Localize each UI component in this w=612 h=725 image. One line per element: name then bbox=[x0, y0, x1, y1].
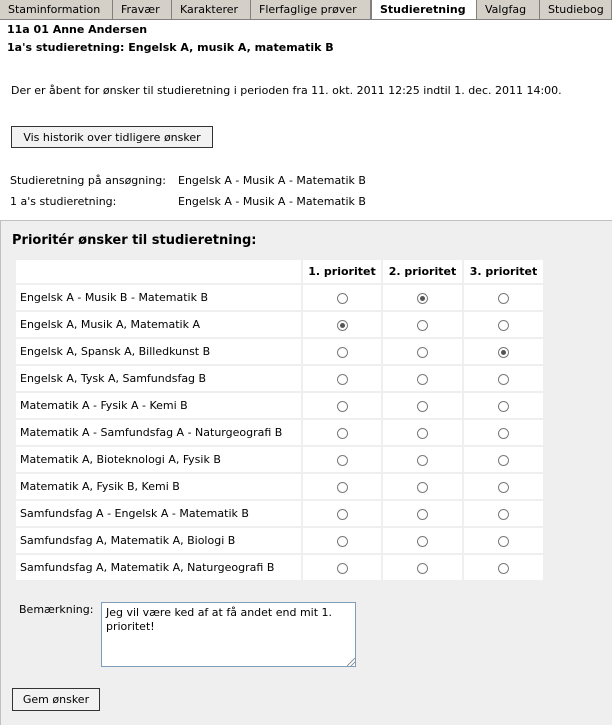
tab-karakterer[interactable]: Karakterer bbox=[172, 0, 251, 19]
priority-1-radio[interactable] bbox=[337, 401, 348, 412]
track-name: Matematik A, Fysik B, Kemi B bbox=[16, 474, 301, 499]
tab-valgfag[interactable]: Valgfag bbox=[477, 0, 540, 19]
tab-fravaer[interactable]: Fravær bbox=[113, 0, 172, 19]
application-track-value: Engelsk A - Musik A - Matematik B bbox=[178, 174, 366, 187]
priority-row bbox=[16, 474, 543, 499]
track-name: Engelsk A, Musik A, Matematik A bbox=[16, 312, 301, 337]
priority-2-cell bbox=[383, 285, 462, 310]
priority-3-header: 3. prioritet bbox=[464, 260, 543, 283]
track-name: Engelsk A - Musik B - Matematik B bbox=[16, 285, 301, 310]
priority-row bbox=[16, 285, 543, 310]
priority-1-cell bbox=[303, 339, 381, 364]
priority-1-cell bbox=[303, 420, 381, 445]
priority-row bbox=[16, 312, 543, 337]
priority-3-cell bbox=[464, 366, 543, 391]
priority-2-cell bbox=[383, 447, 462, 472]
priority-row bbox=[16, 555, 543, 580]
priority-1-radio[interactable] bbox=[337, 536, 348, 547]
tab-studieretning[interactable]: Studieretning bbox=[371, 0, 477, 20]
priority-2-cell bbox=[383, 501, 462, 526]
track-name: Matematik A - Fysik A - Kemi B bbox=[16, 393, 301, 418]
priority-2-cell bbox=[383, 339, 462, 364]
priority-2-cell bbox=[383, 393, 462, 418]
priority-row bbox=[16, 420, 543, 445]
remark-textarea[interactable] bbox=[101, 602, 356, 667]
priority-3-radio[interactable] bbox=[498, 320, 509, 331]
history-button[interactable]: Vis historik over tidligere ønsker bbox=[11, 126, 213, 148]
priority-row bbox=[16, 366, 543, 391]
class-track-value: Engelsk A - Musik A - Matematik B bbox=[178, 195, 366, 208]
priority-1-header: 1. prioritet bbox=[303, 260, 381, 283]
priority-2-radio[interactable] bbox=[417, 374, 428, 385]
priority-3-cell bbox=[464, 312, 543, 337]
priority-1-radio[interactable] bbox=[337, 347, 348, 358]
priority-3-cell bbox=[464, 501, 543, 526]
track-column-header bbox=[16, 260, 301, 283]
priority-2-header: 2. prioritet bbox=[383, 260, 462, 283]
priority-header-row bbox=[16, 260, 543, 283]
track-name: Samfundsfag A, Matematik A, Naturgeografi B bbox=[16, 555, 301, 580]
priority-1-cell bbox=[303, 393, 381, 418]
track-name: Samfundsfag A, Matematik A, Biologi B bbox=[16, 528, 301, 553]
priority-1-radio[interactable] bbox=[337, 293, 348, 304]
priority-2-cell bbox=[383, 420, 462, 445]
priority-1-radio[interactable] bbox=[337, 320, 348, 331]
priority-2-cell bbox=[383, 528, 462, 553]
priority-1-cell bbox=[303, 474, 381, 499]
priority-2-radio[interactable] bbox=[417, 401, 428, 412]
priority-3-radio[interactable] bbox=[498, 347, 509, 358]
priority-1-cell bbox=[303, 312, 381, 337]
student-name: 11a 01 Anne Andersen bbox=[7, 23, 148, 36]
priority-3-radio[interactable] bbox=[498, 428, 509, 439]
priority-2-radio[interactable] bbox=[417, 509, 428, 520]
priority-3-radio[interactable] bbox=[498, 509, 509, 520]
tab-bar bbox=[0, 0, 612, 20]
priority-row bbox=[16, 528, 543, 553]
priority-rows bbox=[16, 285, 543, 580]
priority-3-cell bbox=[464, 555, 543, 580]
priority-1-cell bbox=[303, 555, 381, 580]
priority-2-radio[interactable] bbox=[417, 536, 428, 547]
priority-3-cell bbox=[464, 393, 543, 418]
priority-3-cell bbox=[464, 339, 543, 364]
priority-2-cell bbox=[383, 366, 462, 391]
priority-panel bbox=[0, 220, 612, 725]
track-name: Matematik A, Bioteknologi A, Fysik B bbox=[16, 447, 301, 472]
priority-2-cell bbox=[383, 474, 462, 499]
priority-title: Prioritér ønsker til studieretning: bbox=[12, 233, 257, 248]
priority-1-radio[interactable] bbox=[337, 455, 348, 466]
priority-1-cell bbox=[303, 501, 381, 526]
tab-studiebog[interactable]: Studiebog bbox=[540, 0, 612, 19]
priority-3-cell bbox=[464, 420, 543, 445]
priority-1-cell bbox=[303, 528, 381, 553]
priority-row bbox=[16, 393, 543, 418]
priority-2-radio[interactable] bbox=[417, 347, 428, 358]
track-name: Engelsk A, Tysk A, Samfundsfag B bbox=[16, 366, 301, 391]
resize-grip-icon[interactable] bbox=[347, 658, 355, 666]
remark-label: Bemærkning: bbox=[19, 603, 94, 616]
priority-1-radio[interactable] bbox=[337, 428, 348, 439]
class-track-heading: 1a's studieretning: Engelsk A, musik A, matematik B bbox=[7, 41, 334, 54]
priority-3-radio[interactable] bbox=[498, 374, 509, 385]
priority-2-radio[interactable] bbox=[417, 563, 428, 574]
track-name: Samfundsfag A - Engelsk A - Matematik B bbox=[16, 501, 301, 526]
open-period-notice: Der er åbent for ønsker til studieretning i perioden fra 11. okt. 2011 12:25 indtil 1. dec. 2011 14:00. bbox=[11, 84, 562, 97]
tab-flerfaglige-proever[interactable]: Flerfaglige prøver bbox=[251, 0, 371, 19]
priority-1-radio[interactable] bbox=[337, 482, 348, 493]
priority-2-radio[interactable] bbox=[417, 482, 428, 493]
priority-row bbox=[16, 339, 543, 364]
priority-row bbox=[16, 501, 543, 526]
priority-3-radio[interactable] bbox=[498, 455, 509, 466]
tab-staminformation[interactable]: Staminformation bbox=[0, 0, 113, 19]
priority-3-cell bbox=[464, 285, 543, 310]
priority-3-cell bbox=[464, 474, 543, 499]
class-track-row bbox=[6, 191, 380, 212]
priority-1-radio[interactable] bbox=[337, 563, 348, 574]
priority-2-cell bbox=[383, 555, 462, 580]
class-track-label: 1 a's studieretning: bbox=[10, 195, 117, 208]
priority-1-cell bbox=[303, 366, 381, 391]
priority-3-radio[interactable] bbox=[498, 482, 509, 493]
track-name: Engelsk A, Spansk A, Billedkunst B bbox=[16, 339, 301, 364]
priority-3-radio[interactable] bbox=[498, 563, 509, 574]
track-name: Matematik A - Samfundsfag A - Naturgeografi B bbox=[16, 420, 301, 445]
track-info bbox=[6, 170, 380, 212]
priority-table bbox=[14, 258, 545, 582]
priority-1-radio[interactable] bbox=[337, 374, 348, 385]
application-track-row bbox=[6, 170, 380, 191]
priority-1-radio[interactable] bbox=[337, 509, 348, 520]
priority-3-radio[interactable] bbox=[498, 293, 509, 304]
priority-row bbox=[16, 447, 543, 472]
priority-2-radio[interactable] bbox=[417, 428, 428, 439]
priority-3-radio[interactable] bbox=[498, 536, 509, 547]
priority-3-cell bbox=[464, 528, 543, 553]
priority-1-cell bbox=[303, 447, 381, 472]
priority-3-cell bbox=[464, 447, 543, 472]
priority-2-radio[interactable] bbox=[417, 320, 428, 331]
application-track-label: Studieretning på ansøgning: bbox=[10, 174, 166, 187]
priority-3-radio[interactable] bbox=[498, 401, 509, 412]
save-wishes-button[interactable]: Gem ønsker bbox=[12, 688, 100, 711]
priority-2-cell bbox=[383, 312, 462, 337]
priority-2-radio[interactable] bbox=[417, 455, 428, 466]
priority-1-cell bbox=[303, 285, 381, 310]
priority-2-radio[interactable] bbox=[417, 293, 428, 304]
